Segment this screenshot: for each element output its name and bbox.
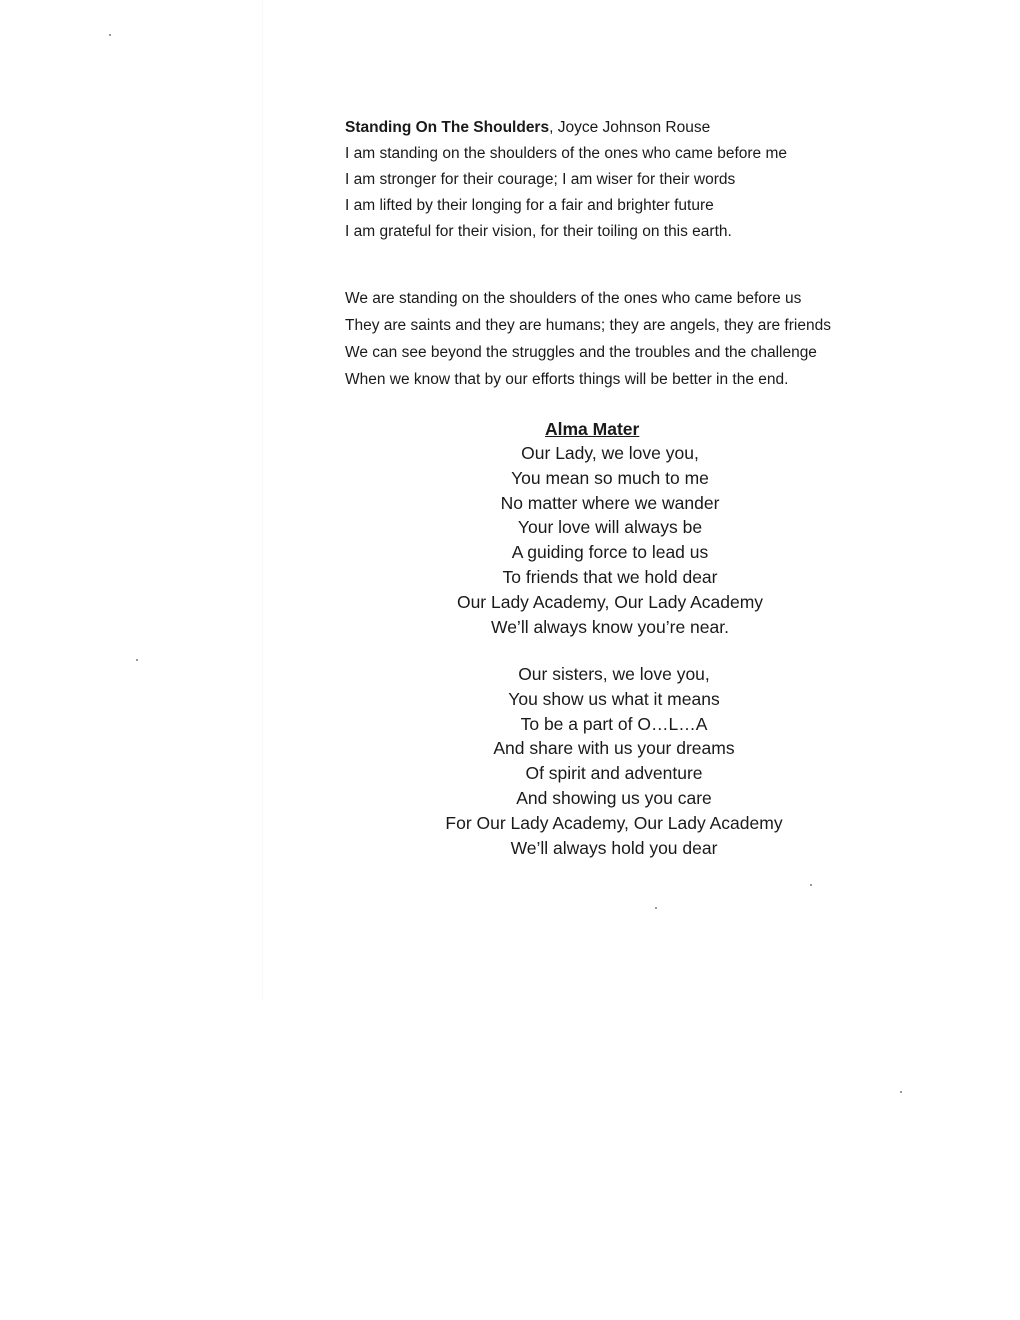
poem-line: I am grateful for their vision, for their toiling on this earth. — [345, 223, 732, 240]
poem-stanza-1 — [345, 115, 905, 245]
poem-line: When we know that by our efforts things will be better in the end. — [345, 371, 789, 388]
verse-line: Our Lady Academy, Our Lady Academy — [456, 591, 764, 612]
scan-speck — [136, 659, 138, 661]
poem-line: They are saints and they are humans; they are angels, they are friends — [345, 317, 831, 334]
scan-speck — [900, 1091, 902, 1093]
alma-mater-verse-1 — [385, 441, 835, 639]
verse-line: Of spirit and adventure — [525, 763, 703, 784]
verse-line: Your love will always be — [517, 517, 703, 538]
scan-speck — [655, 907, 657, 909]
verse-line: And share with us your dreams — [493, 738, 735, 759]
alma-mater-title: Alma Mater — [545, 419, 640, 439]
poem-line: We are standing on the shoulders of the ones who came before us — [345, 290, 802, 307]
verse-line: We’ll always hold you dear — [510, 837, 718, 858]
scan-speck — [109, 34, 111, 36]
verse-line: To friends that we hold dear — [502, 566, 718, 587]
verse-line: And showing us you care — [516, 787, 712, 808]
poem-title: Standing On The Shoulders — [345, 119, 550, 136]
poem-line: I am standing on the shoulders of the ones who came before me — [345, 145, 788, 162]
verse-line: We’ll always know you’re near. — [491, 616, 729, 637]
poem-stanza-2 — [345, 285, 925, 393]
scan-artifact-line — [262, 0, 263, 1000]
verse-line: Our Lady, we love you, — [521, 443, 699, 463]
verse-line: For Our Lady Academy, Our Lady Academy — [445, 812, 783, 833]
poem-line: I am lifted by their longing for a fair and brighter future — [345, 197, 714, 214]
verse-line: You mean so much to me — [511, 467, 709, 488]
poem-line: I am stronger for their courage; I am wiser for their words — [345, 171, 736, 188]
verse-line: You show us what it means — [508, 688, 720, 709]
poem-author: , Joyce Johnson Rouse — [549, 119, 711, 136]
alma-mater-verse-2 — [389, 662, 839, 860]
verse-line: A guiding force to lead us — [511, 542, 709, 563]
poem-line: We can see beyond the struggles and the troubles and the challenge — [345, 344, 817, 361]
verse-line: No matter where we wander — [500, 492, 720, 513]
verse-line: To be a part of O…L…A — [520, 713, 708, 734]
verse-line: Our sisters, we love you, — [518, 664, 710, 684]
scan-speck — [810, 884, 812, 886]
poem-title-line — [345, 115, 905, 141]
